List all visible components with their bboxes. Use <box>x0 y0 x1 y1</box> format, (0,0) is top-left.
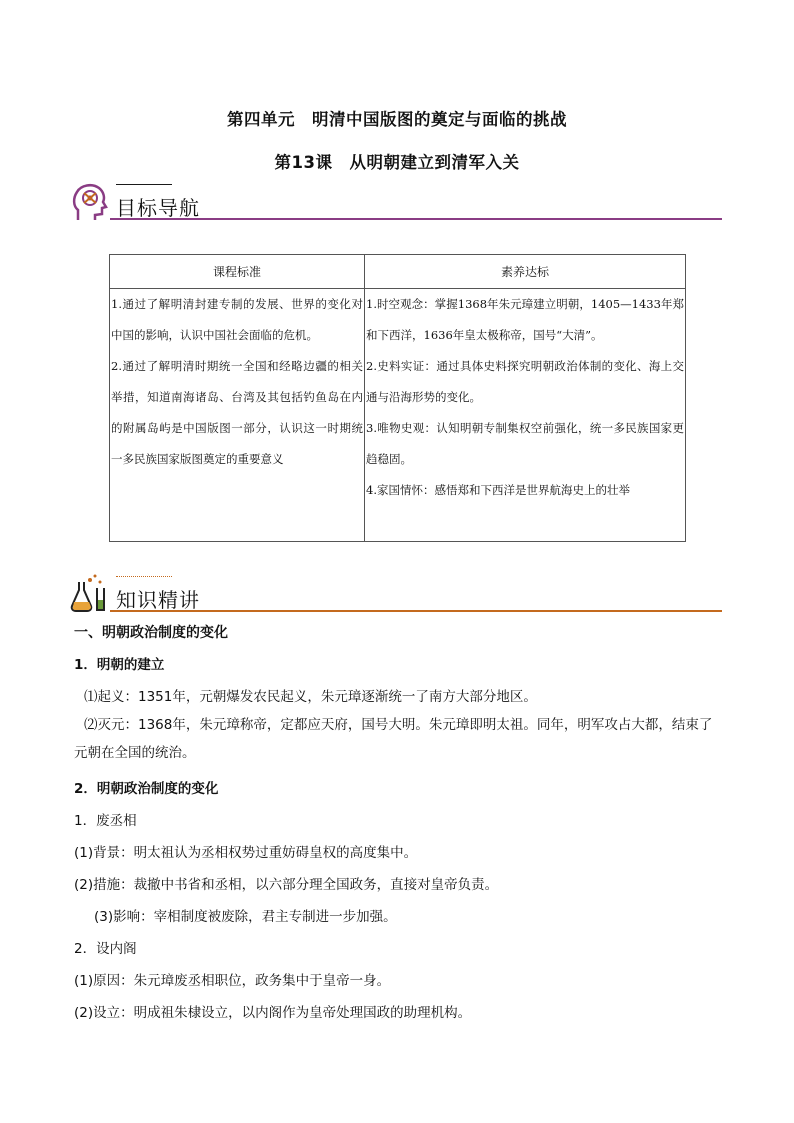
lab-flask-icon <box>70 572 110 614</box>
standard-item: 2.通过了解明清时期统一全国和经略边疆的相关举措，知道南海诸岛、台湾及其包括钓鱼岛在内的附属岛屿是中国版图一部分，认识这一时期统一多民族国家版图奠定的重要意义 <box>111 359 363 466</box>
target-navigation-header <box>70 180 722 224</box>
section-heading: 一、明朝政治制度的变化 <box>74 625 228 641</box>
head-gears-icon <box>70 180 110 222</box>
table-row <box>110 289 686 542</box>
literacy-item: 4.家国情怀：感悟郑和下西洋是世界航海史上的壮举 <box>366 483 630 497</box>
header-underline <box>110 610 722 612</box>
header-underline <box>110 218 722 220</box>
goals-table <box>109 254 686 542</box>
header-top-rule <box>116 576 172 577</box>
section-label: 知识精讲 <box>116 588 200 612</box>
paragraph: (1)原因：朱元璋废丞相职位，政务集中于皇帝一身。 <box>74 973 391 989</box>
literacy-item: 2.史料实证：通过具体史料探究明朝政治体制的变化、海上交通与沿海形势的变化。 <box>366 359 684 404</box>
knowledge-explanation-header <box>70 572 722 616</box>
column-header-standards: 课程标准 <box>110 255 365 289</box>
section-label: 目标导航 <box>116 196 200 220</box>
paragraph: ⑵灭元：1368年，朱元璋称帝，定都应天府，国号大明。朱元璋即明太祖。同年，明军攻占大都，结束了元朝在全国的统治。 <box>74 717 713 761</box>
paragraph: (3)影响：宰相制度被废除，君主专制进一步加强。 <box>94 909 397 925</box>
literacy-cell <box>365 289 686 542</box>
subsection-title: 2．明朝政治制度的变化 <box>74 781 219 797</box>
literacy-item: 1.时空观念：掌握1368年朱元璋建立明朝，1405—1433年郑和下西洋，1636年皇太极称帝，国号“大清”。 <box>366 297 684 342</box>
header-top-rule <box>116 184 172 185</box>
paragraph: ⑴起义：1351年，元朝爆发农民起义，朱元璋逐渐统一了南方大部分地区。 <box>84 689 537 705</box>
paragraph: (2)措施：裁撤中书省和丞相，以六部分理全国政务，直接对皇帝负责。 <box>74 877 499 893</box>
table-header-row <box>110 255 686 289</box>
subsection-item: 2．设内阁 <box>74 941 137 957</box>
paragraph: (1)背景：明太祖认为丞相权势过重妨碍皇权的高度集中。 <box>74 845 418 861</box>
standards-cell <box>110 289 365 542</box>
subsection-item: 1．废丞相 <box>74 813 137 829</box>
unit-title: 第四单元 明清中国版图的奠定与面临的挑战 <box>227 110 567 129</box>
column-header-literacy: 素养达标 <box>365 255 686 289</box>
paragraph: (2)设立：明成祖朱棣设立，以内阁作为皇帝处理国政的助理机构。 <box>74 1005 472 1021</box>
lesson-title: 第13课 从明朝建立到清军入关 <box>274 153 520 172</box>
standard-item: 1.通过了解明清封建专制的发展、世界的变化对中国的影响，认识中国社会面临的危机。 <box>111 297 363 342</box>
literacy-item: 3.唯物史观：认知明朝专制集权空前强化，统一多民族国家更趋稳固。 <box>366 421 684 466</box>
subsection-title: 1．明朝的建立 <box>74 657 165 673</box>
